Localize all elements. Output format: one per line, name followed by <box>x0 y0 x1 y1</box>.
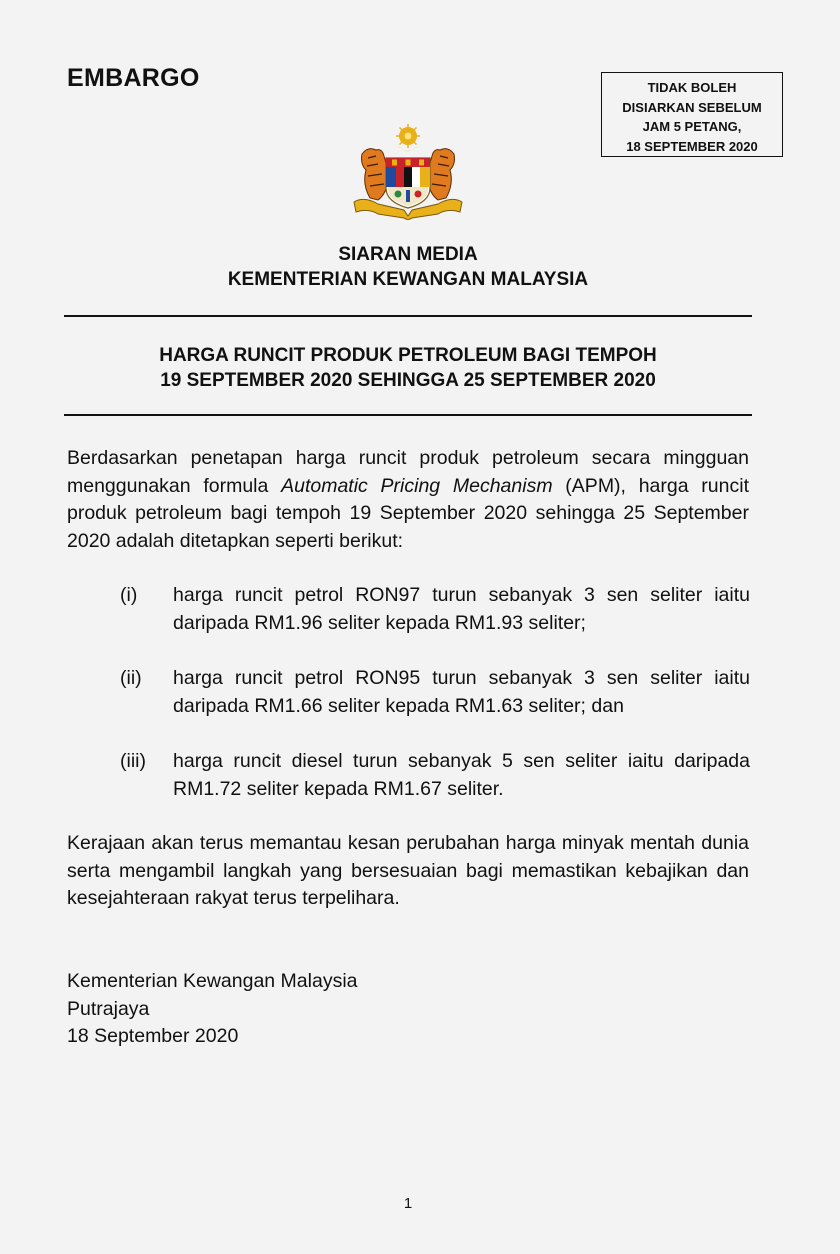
page-title: SIARAN MEDIA <box>338 244 478 265</box>
embargo-notice-line: JAM 5 PETANG, <box>642 119 742 134</box>
crest-star <box>396 124 420 151</box>
list-item-text: harga runcit petrol RON97 turun sebanyak 3 sen seliter iaitu daripada RM1.96 seliter kepada RM1.93 seliter; <box>173 584 750 634</box>
list-item <box>120 665 750 720</box>
list-item-text: harga runcit diesel turun sebanyak 5 sen seliter iaitu daripada RM1.72 seliter kepada RM1.67 seliter. <box>173 750 750 800</box>
ministry-name: KEMENTERIAN KEWANGAN MALAYSIA <box>227 269 589 290</box>
subject-heading <box>0 343 816 393</box>
signoff-org: Kementerian Kewangan Malaysia <box>67 970 358 992</box>
embargo-label: EMBARGO <box>67 64 200 92</box>
embargo-notice-box <box>601 72 783 157</box>
page-number: 1 <box>403 1195 413 1212</box>
list-item-text: harga runcit petrol RON95 turun sebanyak 3 sen seliter iaitu daripada RM1.66 seliter kepada RM1.63 seliter; dan <box>173 667 750 717</box>
signoff-block <box>67 968 358 1051</box>
signoff-place: Putrajaya <box>67 997 150 1020</box>
list-item-number: (iii) <box>120 750 146 772</box>
signoff-date: 18 September 2020 <box>67 1025 239 1047</box>
malaysia-coat-of-arms-icon <box>348 124 468 220</box>
list-item <box>120 748 750 803</box>
subject-line: 19 SEPTEMBER 2020 SEHINGGA 25 SEPTEMBER 2020 <box>160 370 656 391</box>
intro-paragraph <box>67 445 749 555</box>
divider-bottom <box>64 414 752 416</box>
media-release-heading <box>0 242 816 292</box>
subject-line: HARGA RUNCIT PRODUK PETROLEUM BAGI TEMPOH <box>159 345 657 366</box>
list-item-number: (i) <box>120 584 138 606</box>
list-item <box>120 582 750 637</box>
embargo-notice-line: TIDAK BOLEH <box>647 80 737 95</box>
closing-paragraph: Kerajaan akan terus memantau kesan perubahan harga minyak mentah dunia serta mengambil langkah yang bersesuaian bagi memastikan kebajikan dan kesejahteraan rakyat terus terpelihara. <box>67 832 749 909</box>
embargo-notice-line: 18 SEPTEMBER 2020 <box>626 138 758 154</box>
intro-text: (APM), harga runcit produk petroleum bagi tempoh 19 September 2020 sehingga 25 September 2020 adalah ditetapkan seperti berikut: <box>67 474 749 552</box>
crest-shield <box>386 158 430 208</box>
intro-text: Berdasarkan penetapan harga runcit produk petroleum secara mingguan menggunakan formula <box>67 447 749 497</box>
embargo-notice-line: DISIARKAN SEBELUM <box>622 99 762 115</box>
list-item-number: (ii) <box>120 667 142 689</box>
divider-top <box>64 315 752 317</box>
intro-italic-term: Automatic Pricing Mechanism <box>281 474 553 497</box>
